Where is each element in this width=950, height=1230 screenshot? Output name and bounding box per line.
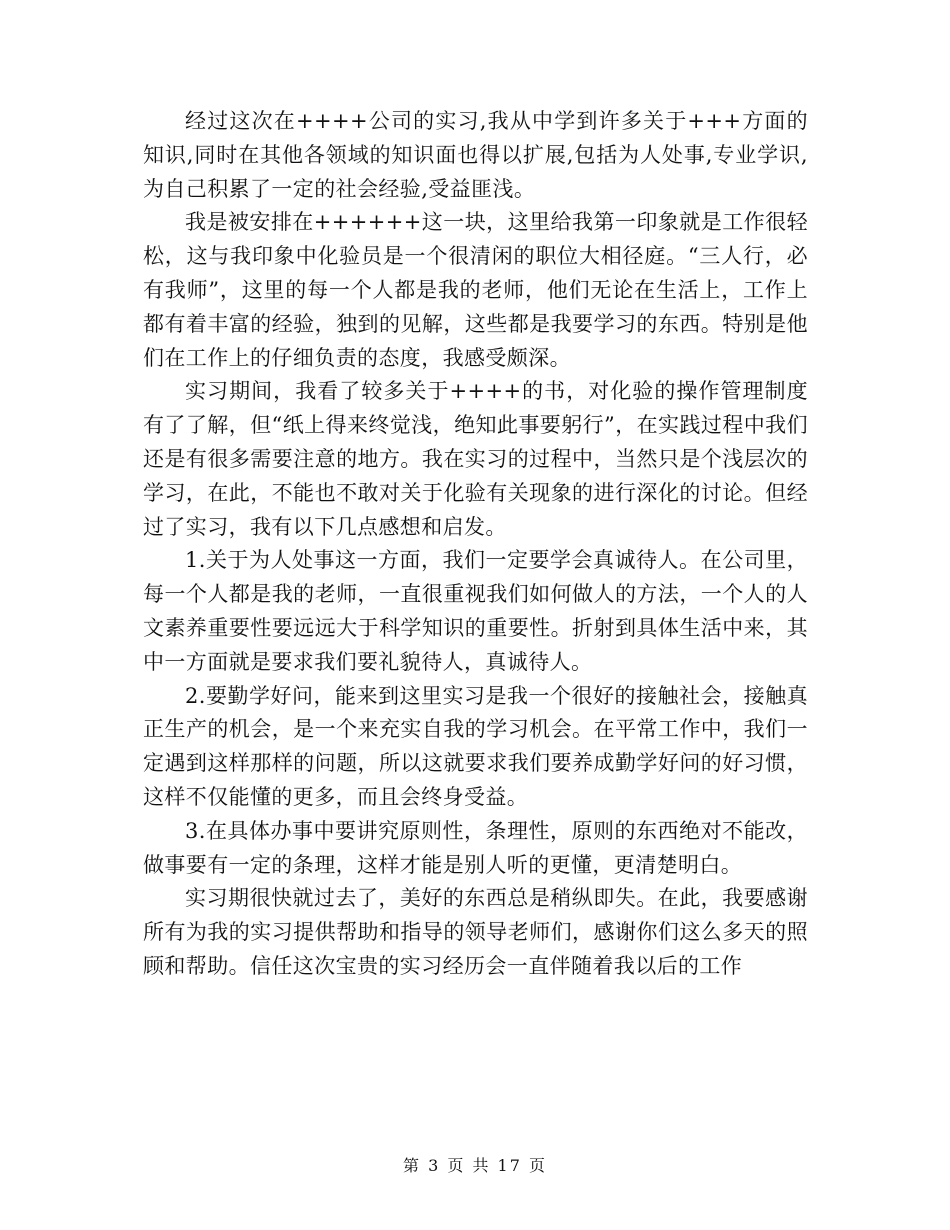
paragraph-5: 2.要勤学好问，能来到这里实习是我一个很好的接触社会，接触真正生产的机会，是一个来充实自我的学习机会。在平常工作中，我们一定遇到这样那样的问题，所以这就要求我们要养成勤学好问的好习惯，这样不仅能懂的更多，而且会终身受益。 — [143, 683, 808, 809]
paragraph-6: 3.在具体办事中要讲究原则性，条理性，原则的东西绝对不能改，做事要有一定的条理，这样才能是别人听的更懂，更清楚明白。 — [143, 818, 808, 877]
page-footer: 第 3 页 共 17 页 — [403, 1156, 547, 1175]
paragraph-2: 我是被安排在++++++这一块，这里给我第一印象就是工作很轻松，这与我印象中化验员是一个很清闲的职位大相径庭。“三人行，必有我师”，这里的每一个人都是我的老师，他们无论在生活上，工作上都有着丰富的经验，独到的见解，这些都是我要学习的东西。特别是他们在工作上的仔细负责的态度，我感受颇深。 — [143, 210, 808, 370]
document-body — [143, 105, 808, 984]
paragraph-1: 经过这次在++++公司的实习,我从中学到许多关于+++方面的知识,同时在其他各领域的知识面也得以扩展,包括为人处事,专业学识,为自己积累了一定的社会经验,受益匪浅。 — [143, 109, 808, 201]
paragraph-4: 1.关于为人处事这一方面，我们一定要学会真诚待人。在公司里，每一个人都是我的老师，一直很重视我们如何做人的方法，一个人的人文素养重要性要远远大于科学知识的重要性。折射到具体生活中来，其中一方面就是要求我们要礼貌待人，真诚待人。 — [143, 548, 808, 674]
paragraph-7: 实习期很快就过去了，美好的东西总是稍纵即失。在此，我要感谢所有为我的实习提供帮助和指导的领导老师们，感谢你们这么多天的照顾和帮助。信任这次宝贵的实习经历会一直伴随着我以后的工作 — [143, 886, 808, 978]
paragraph-3: 实习期间，我看了较多关于++++的书，对化验的操作管理制度有了了解，但“纸上得来终觉浅，绝知此事要躬行”，在实践过程中我们还是有很多需要注意的地方。我在实习的过程中，当然只是个浅层次的学习，在此，不能也不敢对关于化验有关现象的进行深化的讨论。但经过了实习，我有以下几点感想和启发。 — [143, 379, 808, 539]
